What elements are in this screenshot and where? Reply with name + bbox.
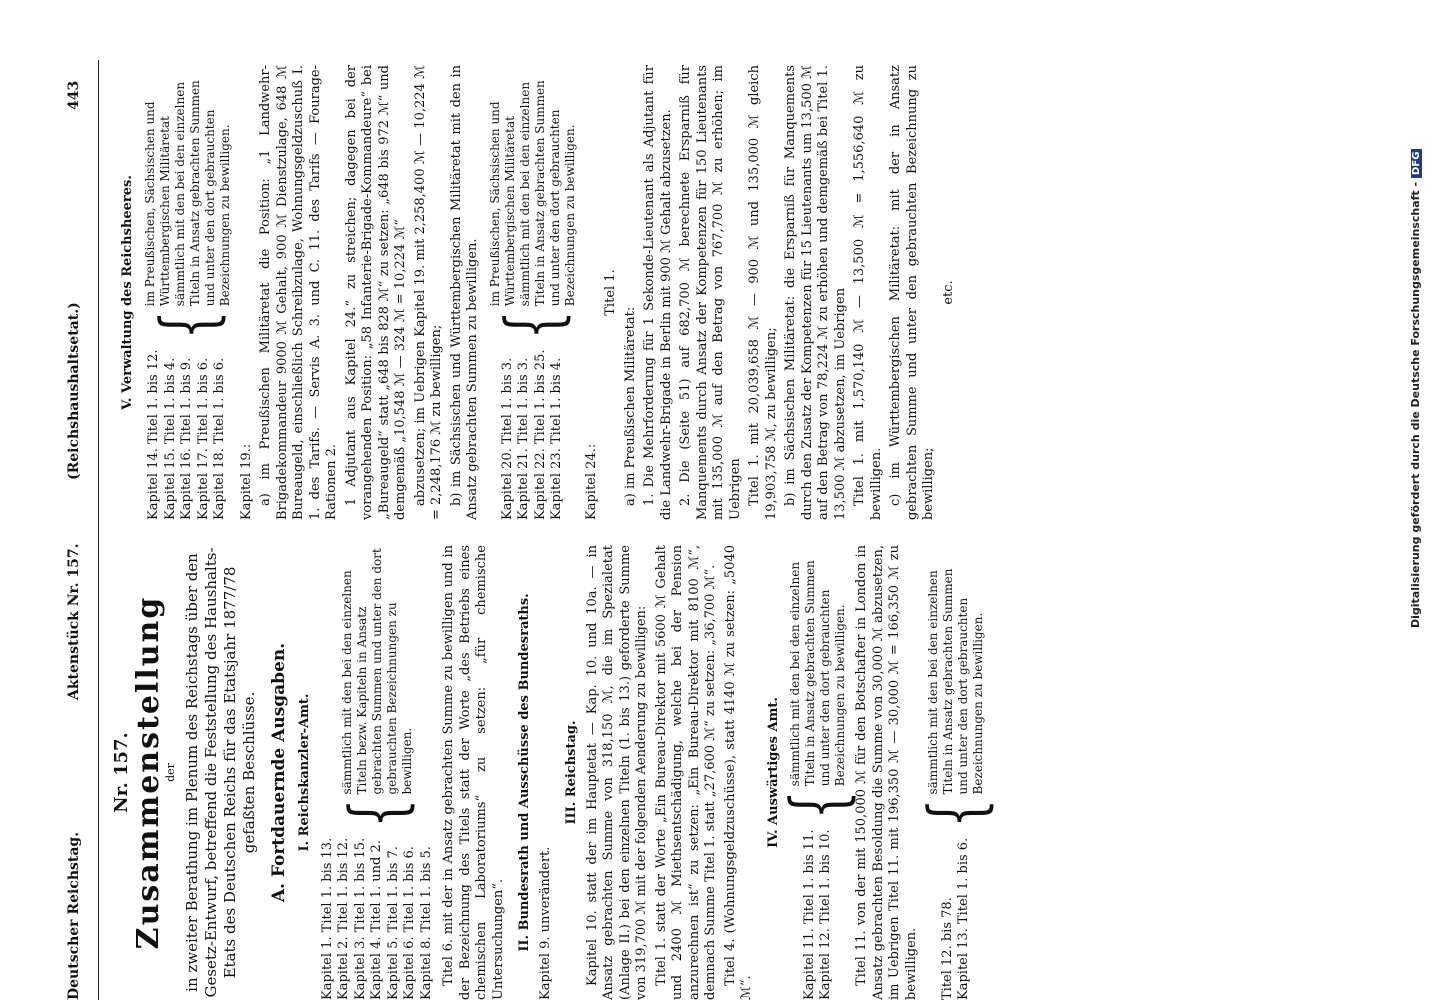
paragraph: Titel 1. mit 1,570,140 ℳ — 13,500 ℳ = 1,556,640 ℳ zu bewilligen. xyxy=(852,65,884,520)
chapter-line: Kapitel 4. Titel 1. und 2. xyxy=(369,840,384,1000)
paragraph: Kapitel 10. statt der im Hauptetat — Kap. 10. und 10a. — in Ansatz gebrachten Summe von 318,150 ℳ, die im Spezialetat (Anlage II.) bei den einzelnen Titeln (1. bis 13.) geforderte Summe von 319,700 ℳ mit der folgenden Aenderung zu bewilligen: xyxy=(584,545,649,1000)
chapter-line: Kapitel 2. Titel 1. bis 12. xyxy=(336,837,351,1000)
continuation-mark: etc. xyxy=(940,280,956,305)
chapter-line: Kapitel 12. Titel 1. bis 10. xyxy=(818,829,833,1000)
section-2-heading: II. Bundesrath und Ausschüsse des Bundesraths. xyxy=(517,593,532,952)
chapter-group xyxy=(320,545,436,1000)
paragraph: Titel 4. (Wohnungsgeldzuschüsse), statt 4140 ℳ zu setzen: „5040 ℳ“. xyxy=(722,545,754,1000)
paragraph: 2. Die (Seite 51) auf 682,700 ℳ berechnete Ersparniß für Manquements durch Ansatz der Kompetenzen für 150 Lieutenants mit 135,000 ℳ auf den Betrag von 767,700 ℳ zu erhöhen; im Uebrigen xyxy=(678,65,743,520)
chapter-line: Kapitel 14. Titel 1. bis 12. xyxy=(146,349,162,520)
chapter-line: Kapitel 18. Titel 1. bis 6. xyxy=(212,357,228,520)
page-number: 443 xyxy=(66,80,82,110)
chapter-line: Kapitel 21. Titel 1. bis 3. xyxy=(516,357,531,520)
chapter-line: Kapitel 23. Titel 1. bis 4. xyxy=(549,357,564,520)
brace: { xyxy=(912,798,1000,828)
paragraph: abzusetzen; im Uebrigen Kapitel 19. mit 2,258,400 ℳ — 10,224 ℳ = 2,248,176 ℳ zu bewilligen; xyxy=(412,65,444,520)
paragraph: Titel 1. statt der Worte „Ein Bureau-Direktor mit 5600 ℳ Gehalt und 2400 ℳ Miethsentschädigung, welche bei der Pension anzurechnen ist“ zu setzen: „Ein Bureau-Direktor mit 8100 ℳ“, demnach Summe Titel 1. statt „27,600 ℳ“ zu setzen: „36,700 ℳ“. xyxy=(653,545,718,1000)
chapter-lines xyxy=(146,350,229,521)
group-text: sämmtlich mit den bei den einzelnen Titeln in Ansatz gebrachten Summen und unter den dort gebrauchten Bezeichnungen zu bewilligen. xyxy=(926,568,985,795)
dfg-watermark xyxy=(1405,8,1431,628)
title-der: der xyxy=(164,763,177,782)
brace: { xyxy=(144,310,231,340)
group-text: sämmtlich mit den bei den einzelnen Titeln in Ansatz gebrachten Summen und unter den dort gebrauchten Bezeichnungen zu bewilligen. xyxy=(788,560,847,787)
brace: { xyxy=(774,790,862,820)
rotated-document xyxy=(18,40,1398,1000)
watermark-text xyxy=(1409,8,1429,628)
section-1-heading: I. Reichskanzler-Amt. xyxy=(297,693,312,852)
document-title: Zusammenstellung xyxy=(130,595,166,950)
chapter-group xyxy=(143,65,233,520)
paragraph: 1 Adjutant aus Kapitel 24.“ zu streichen; dagegen bei der vorangehenden Position: „58 Infanterie-Brigade-Kommandeure“ bei „Bureaugeld“ statt „648 bis 828 ℳ“ zu setzen: „648 bis 972 ℳ“ und demgemäß „10,548 ℳ — 324 ℳ = 10,224 ℳ“ xyxy=(343,65,408,520)
left-column xyxy=(110,545,1380,1000)
paragraph: a) im Preußischen Militäretat die Position: „1 Landwehr-Brigadekommandeur 9000 ℳ Gehalt, 900 ℳ Dienstzulage, 648 ℳ Bureaugeld, einschließlich Schreibzulage, Wohnungsgeldzuschuß I. 1. des Tarifs. — Servis A. 3. und C. 11. des Tarifs — Fourage-Rationen 2. xyxy=(258,65,339,520)
paragraph: Titel 1. mit 20,039,658 ℳ — 900 ℳ und 135,000 ℳ gleich 19,903,758 ℳ, zu bewilligen; xyxy=(747,65,779,520)
chapter-line: Kapitel 8. Titel 1. bis 5. xyxy=(418,846,434,1000)
group-text: im Preußischen, Sächsischen und Württembergischen Militäretat sämmtlich mit den bei den einzelnen Titeln in Ansatz gebrachten Summen und unter den dort gebrauchten Bezeichnungen zu bewilligen. xyxy=(487,80,577,307)
chapter-line: Kapitel 16. Titel 1. bis 9. xyxy=(179,357,195,520)
paragraph: a) im Preußischen Militäretat: xyxy=(622,306,638,506)
chapter-group xyxy=(912,545,1000,1000)
chapter-line: Kapitel 11. Titel 1. bis 11. xyxy=(801,829,817,1000)
paragraph: Kapitel 9. unverändert. xyxy=(537,846,553,1000)
chapter-line: Kapitel 13. Titel 1. bis 6. xyxy=(956,837,971,1000)
chapter-lines xyxy=(940,838,973,1000)
chapter-line: Kapitel 3. Titel 1. bis 15. xyxy=(352,837,368,1000)
group-text: sämmtlich mit den bei den einzelnen Titeln bezw. Kapiteln in Ansatz gebrachten Summen und unter den dort gebrauchten Bezeichnungen zu bewilligen. xyxy=(339,548,414,795)
chapter-line: Kapitel 6. Titel 1. bis 6. xyxy=(402,846,417,1000)
running-header xyxy=(66,60,96,1000)
paragraph: b) im Sächsischen und Württembergischen Militäretat mit den in Ansatz gebrachten Summen zu bewilligen. xyxy=(448,65,480,520)
chapter-line: Kapitel 1. Titel 1. bis 13. xyxy=(319,837,335,1000)
watermark-label: Digitalisierung gefördert durch die Deutsche Forschungsgemeinschaft - xyxy=(1409,181,1422,628)
header-center2: (Reichshaushaltsetat.) xyxy=(66,302,82,480)
paragraph: Titel 6. mit der in Ansatz gebrachten Summe zu bewilligen und in der Bezeichnung des Titels statt der Worte „des Betriebs eines chemischen Laboratoriums“ zu setzen: „für chemische Untersuchungen“. xyxy=(441,545,506,1000)
group-text: im Preußischen, Sächsischen und Württembergischen Militäretat sämmtlich mit den bei den einzelnen Titeln in Ansatz gebrachten Summen und unter den dort gebrauchten Bezeichnungen zu bewilligen. xyxy=(142,80,232,307)
section-a-heading: A. Fortdauernde Ausgaben. xyxy=(268,642,289,903)
brace: { xyxy=(489,310,576,340)
right-column xyxy=(110,65,1380,520)
chapter-line: Kapitel 20. Titel 1. bis 3. xyxy=(499,357,515,520)
chapter-line: Kapitel 17. Titel 1. bis 6. xyxy=(195,357,211,520)
document-number: Nr. 157. xyxy=(111,732,132,813)
paragraph: c) im Württembergischen Militäretat: mit der in Ansatz gebrachten Summe und unter den gebrauchten Bezeichnung zu bewilligen; xyxy=(888,65,936,520)
brace: { xyxy=(334,798,421,828)
header-left: Deutscher Reichstag. xyxy=(66,831,82,1000)
header-rule xyxy=(98,60,99,1000)
paragraph: b) im Sächsischen Militäretat: die Ersparniß für Manquements durch den Zusatz der Kompetenzen für 15 Lieutenants um 13,500 ℳ auf den Betrag von 78,224 ℳ zu erhöhen und demgemäß bei Titel 1. 13,500 ℳ abzusetzen, im Uebrigen xyxy=(783,65,848,520)
paragraph: Titel 11. von der mit 150,000 ℳ für den Botschafter in London in Ansatz gebrachten Besoldung die Summe von 30,000 ℳ abzusetzen, im Uebrigen Titel 11. mit 196,350 ℳ — 30,000 ℳ = 166,350 ℳ zu bewilligen. xyxy=(854,545,919,1000)
header-center: Aktenstück Nr. 157. xyxy=(66,543,82,700)
chapter-line: Kapitel 22. Titel 1. bis 25. xyxy=(532,349,548,520)
paragraph: 1. Die Mehrforderung für 1 Sekonde-Lieutenant als Adjutant für die Landwehr-Brigade in Berlin mit 900 ℳ Gehalt abzusetzen. xyxy=(642,65,674,520)
section-4-heading: IV. Auswärtiges Amt. xyxy=(765,697,781,848)
chapter-group xyxy=(774,545,862,1000)
paragraph: Kapitel 19.: xyxy=(238,443,254,520)
chapter-group xyxy=(488,65,578,520)
chapter-lines xyxy=(802,830,835,1000)
chapter-lines xyxy=(500,350,566,521)
titel-heading: Titel 1. xyxy=(603,269,618,316)
chapter-line: Kapitel 5. Titel 1. bis 7. xyxy=(385,846,401,1000)
dfg-badge: DFG xyxy=(1411,149,1422,178)
section-3-heading: III. Reichstag. xyxy=(564,720,579,825)
chapter-line: Kapitel 15. Titel 1. bis 4. xyxy=(162,357,178,520)
chapter-line: Titel 12. bis 78. xyxy=(939,897,955,1000)
document-subtitle: in zweiter Berathung im Plenum des Reichstags über den Gesetz-Entwurf, betreffend die Feststellung des Haushalts-Etats des Deutschen Reichs für das Etatsjahr 1877/78 gefaßten Beschlüsse. xyxy=(182,547,258,998)
section-5-heading: V. Verwaltung des Reichsheeres. xyxy=(120,175,135,410)
chapter-lines xyxy=(320,838,436,1000)
paragraph: Kapitel 24.: xyxy=(583,443,599,520)
